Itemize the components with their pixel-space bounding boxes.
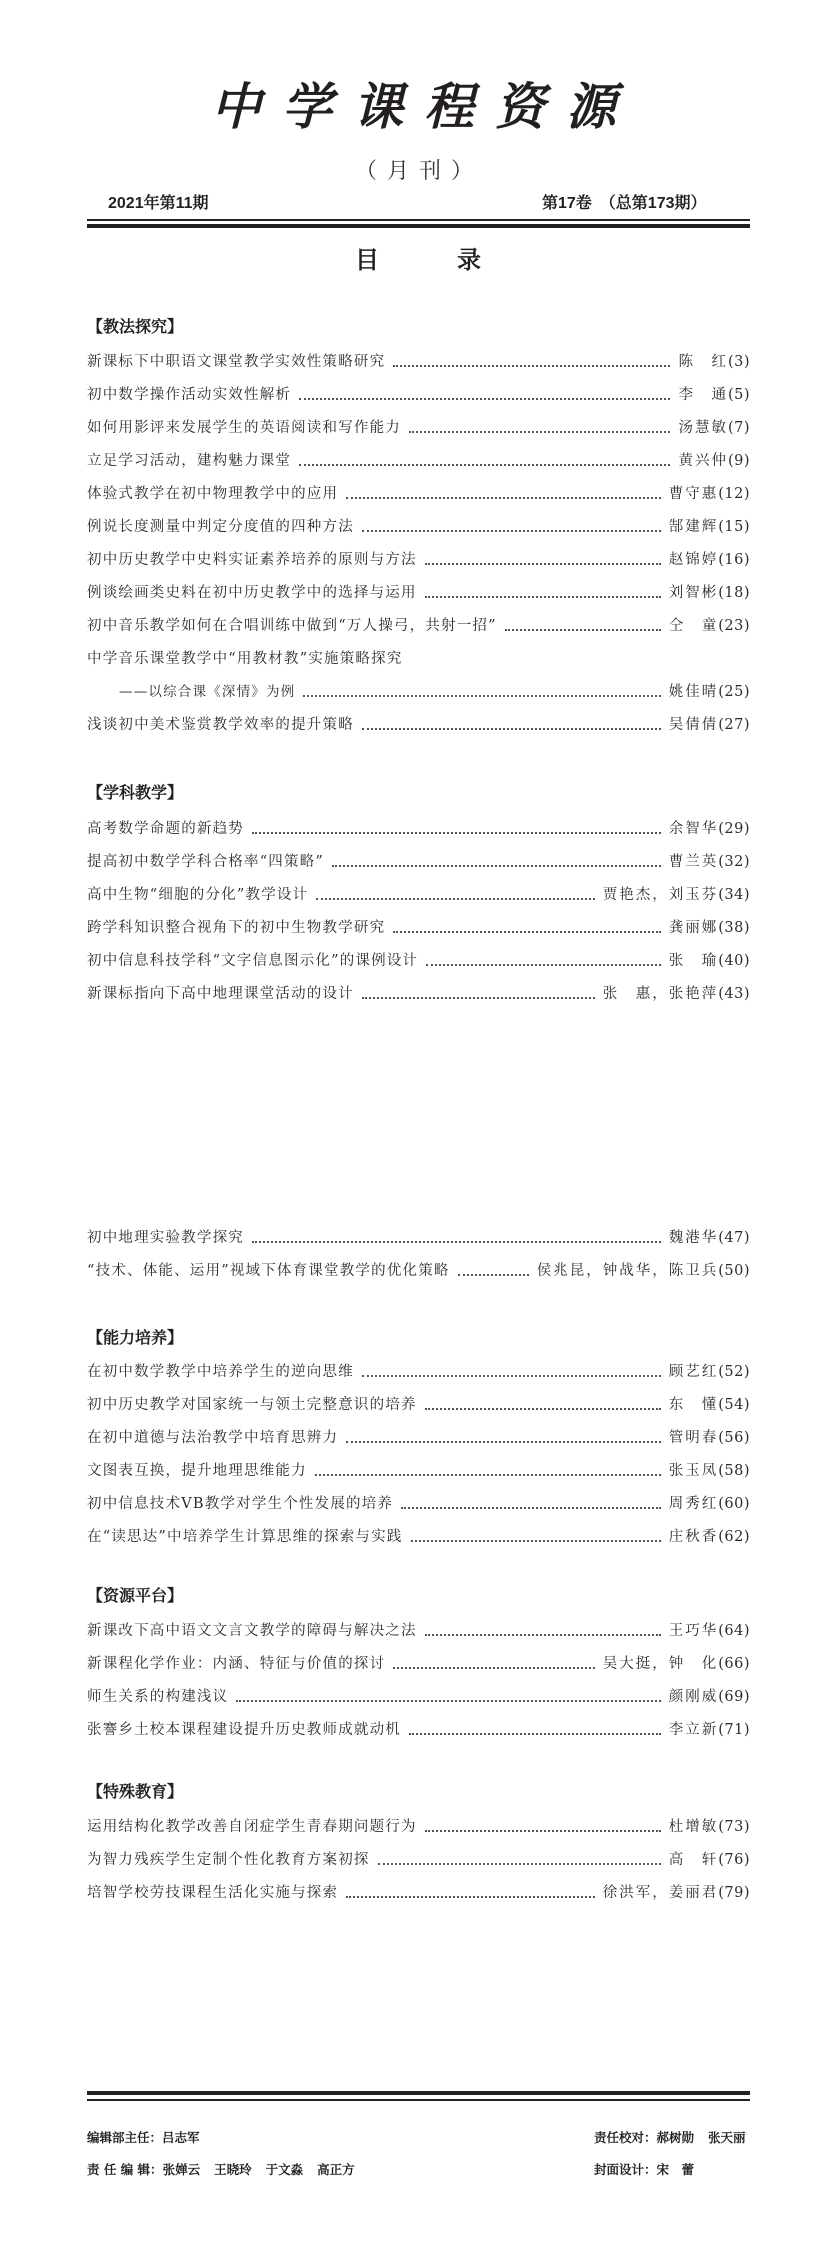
toc-entry[interactable] bbox=[87, 817, 750, 841]
entry-page: (52) bbox=[718, 1364, 750, 1380]
entry-author: 赵锦婷 bbox=[668, 552, 719, 568]
entry-title: 初中历史教学中史料实证素养培养的原则与方法 bbox=[87, 552, 417, 568]
toc-entry[interactable] bbox=[87, 350, 750, 374]
toc-entry[interactable] bbox=[87, 1685, 750, 1709]
entry-page: (16) bbox=[718, 552, 750, 568]
leader-dots bbox=[425, 1408, 661, 1410]
entry-page: (62) bbox=[718, 1529, 750, 1545]
proofreaders-label: 责任校对： bbox=[594, 2130, 657, 2145]
toc-entry[interactable] bbox=[87, 614, 750, 638]
entry-page: (23) bbox=[718, 618, 750, 634]
section-heading: 【特殊教育】 bbox=[87, 1782, 184, 1801]
entry-author: 曹守惠 bbox=[668, 486, 719, 502]
header-rule-thick bbox=[87, 224, 750, 228]
entry-page: (12) bbox=[718, 486, 750, 502]
entry-author: 刘智彬 bbox=[668, 585, 719, 601]
entry-page: (32) bbox=[718, 854, 750, 870]
entry-page: (18) bbox=[718, 585, 750, 601]
toc-entry[interactable] bbox=[87, 1619, 750, 1643]
leader-dots bbox=[346, 1896, 595, 1898]
toc-entry[interactable] bbox=[87, 982, 750, 1006]
leader-dots bbox=[362, 1375, 661, 1377]
entry-page: (60) bbox=[718, 1496, 750, 1512]
leader-dots bbox=[378, 1863, 661, 1865]
entry-page: (66) bbox=[718, 1656, 750, 1672]
toc-entry[interactable] bbox=[87, 949, 750, 973]
entry-title: 浅谈初中美术鉴赏教学效率的提升策略 bbox=[87, 717, 354, 733]
toc-entry[interactable] bbox=[87, 1426, 750, 1450]
editor-name: 张婵云 bbox=[162, 2162, 201, 2177]
toc-entry[interactable] bbox=[87, 1360, 750, 1384]
entry-author: 姚佳晴 bbox=[668, 684, 719, 700]
entry-title: 新课标下中职语文课堂教学实效性策略研究 bbox=[87, 354, 386, 370]
toc-entry[interactable] bbox=[87, 1226, 750, 1250]
entry-author: 顾艺红 bbox=[668, 1364, 719, 1380]
entry-title: 在初中道德与法治教学中培育思辨力 bbox=[87, 1430, 339, 1446]
entry-author: 李立新 bbox=[668, 1722, 719, 1738]
leader-dots bbox=[409, 1733, 661, 1735]
toc-entry[interactable] bbox=[87, 1652, 750, 1676]
entry-page: (56) bbox=[718, 1430, 750, 1446]
leader-dots bbox=[346, 1441, 661, 1443]
leader-dots bbox=[458, 1274, 529, 1276]
entry-title: 张謇乡土校本课程建设提升历史教师成就动机 bbox=[87, 1722, 401, 1738]
toc-entry[interactable] bbox=[87, 1815, 750, 1839]
journal-title: 中学课程资源 bbox=[211, 77, 637, 136]
entry-author: 张玉凤 bbox=[668, 1463, 719, 1479]
leader-dots bbox=[409, 431, 670, 433]
toc-entry[interactable] bbox=[87, 581, 750, 605]
entry-author: 李 通 bbox=[678, 387, 728, 403]
entry-page: (79) bbox=[718, 1885, 750, 1901]
toc-entry-subtitle[interactable] bbox=[87, 680, 750, 704]
entry-author: 仝 童 bbox=[668, 618, 719, 634]
toc-entry[interactable] bbox=[87, 449, 750, 473]
leader-dots bbox=[425, 563, 661, 565]
entry-author: 吴倩倩 bbox=[668, 717, 719, 733]
proofreaders bbox=[594, 2129, 746, 2147]
section-heading: 【教法探究】 bbox=[87, 317, 184, 336]
entry-author: 管明春 bbox=[668, 1430, 719, 1446]
entry-page: (76) bbox=[718, 1852, 750, 1868]
entry-author: 曹兰英 bbox=[668, 854, 719, 870]
entry-title: 高考数学命题的新趋势 bbox=[87, 821, 244, 837]
leader-dots bbox=[505, 629, 661, 631]
entry-page: (54) bbox=[718, 1397, 750, 1413]
leader-dots bbox=[236, 1700, 660, 1702]
toc-entry[interactable] bbox=[87, 713, 750, 737]
editorial-director: 编辑部主任：吕志军 bbox=[87, 2130, 200, 2145]
toc-entry[interactable] bbox=[87, 1848, 750, 1872]
section-heading: 【学科教学】 bbox=[87, 783, 184, 802]
leader-dots bbox=[393, 931, 660, 933]
leader-dots bbox=[299, 464, 670, 466]
entry-title: 培智学校劳技课程生活化实施与探索 bbox=[87, 1885, 339, 1901]
leader-dots bbox=[299, 398, 670, 400]
entry-author: 贾艳杰，刘玉芬 bbox=[602, 887, 719, 903]
entry-title: 例说长度测量中判定分度值的四种方法 bbox=[87, 519, 354, 535]
toc-entry[interactable] bbox=[87, 883, 750, 907]
leader-dots bbox=[346, 497, 661, 499]
leader-dots bbox=[393, 365, 670, 367]
leader-dots bbox=[252, 1241, 661, 1243]
toc-entry[interactable] bbox=[87, 548, 750, 572]
toc-entry[interactable] bbox=[87, 416, 750, 440]
leader-dots bbox=[401, 1507, 661, 1509]
entry-page: (50) bbox=[718, 1263, 750, 1279]
leader-dots bbox=[252, 832, 661, 834]
entry-title: 体验式教学在初中物理教学中的应用 bbox=[87, 486, 339, 502]
entry-title: 初中地理实验教学探究 bbox=[87, 1230, 244, 1246]
entry-author: 郜建辉 bbox=[668, 519, 719, 535]
toc-entry[interactable] bbox=[87, 515, 750, 539]
toc-entry[interactable] bbox=[87, 1881, 750, 1905]
proofreader-name: 郝树勋 bbox=[656, 2130, 695, 2145]
toc-entry[interactable] bbox=[87, 482, 750, 506]
entry-title: 新课标指向下高中地理课堂活动的设计 bbox=[87, 986, 354, 1002]
entry-title: 文图表互换，提升地理思维能力 bbox=[87, 1463, 307, 1479]
entry-page: (27) bbox=[718, 717, 750, 733]
leader-dots bbox=[303, 695, 660, 697]
volume-number: 第17卷 （总第173期） bbox=[542, 195, 707, 212]
entry-title: 师生关系的构建浅议 bbox=[87, 1689, 229, 1705]
entry-title: 立足学习活动，建构魅力课堂 bbox=[87, 453, 292, 469]
entry-page: (25) bbox=[718, 684, 750, 700]
entry-author: 庄秋香 bbox=[668, 1529, 719, 1545]
entry-page: (3) bbox=[727, 354, 750, 370]
entry-author: 汤慧敏 bbox=[678, 420, 728, 436]
entry-page: (71) bbox=[718, 1722, 750, 1738]
toc-entry[interactable] bbox=[87, 916, 750, 940]
entry-title: 中学音乐课堂教学中“用教材教”实施策略探究 bbox=[87, 651, 403, 667]
entry-author: 张 瑜 bbox=[668, 953, 719, 969]
entry-author: 周秀红 bbox=[668, 1496, 719, 1512]
section-heading: 【能力培养】 bbox=[87, 1328, 184, 1347]
entry-title: 例谈绘画类史料在初中历史教学中的选择与运用 bbox=[87, 585, 417, 601]
entry-page: (69) bbox=[718, 1689, 750, 1705]
leader-dots bbox=[315, 1474, 661, 1476]
entry-author: 王巧华 bbox=[668, 1623, 719, 1639]
entry-page: (73) bbox=[718, 1819, 750, 1835]
entry-page: (34) bbox=[718, 887, 750, 903]
toc-entry[interactable] bbox=[87, 647, 750, 671]
entry-title: 初中历史教学对国家统一与领土完整意识的培养 bbox=[87, 1397, 417, 1413]
footer-rule-thick bbox=[87, 2091, 750, 2095]
entry-author: 颜刚威 bbox=[668, 1689, 719, 1705]
editor-name: 王晓玲 bbox=[214, 2162, 252, 2177]
entry-page: (40) bbox=[718, 953, 750, 969]
leader-dots bbox=[362, 728, 661, 730]
leader-dots bbox=[425, 1830, 661, 1832]
toc-entry[interactable] bbox=[87, 850, 750, 874]
entry-page: (7) bbox=[727, 420, 750, 436]
entry-title: 跨学科知识整合视角下的初中生物教学研究 bbox=[87, 920, 386, 936]
toc-entry[interactable] bbox=[87, 1492, 750, 1516]
entry-page: (15) bbox=[718, 519, 750, 535]
entry-page: (29) bbox=[718, 821, 750, 837]
entry-title: 运用结构化教学改善自闭症学生青春期问题行为 bbox=[87, 1819, 417, 1835]
entry-title: 初中数学操作活动实效性解析 bbox=[87, 387, 292, 403]
header-rule-thin bbox=[87, 219, 750, 221]
entry-title: 高中生物“细胞的分化”教学设计 bbox=[87, 887, 309, 903]
entry-page: (47) bbox=[718, 1230, 750, 1246]
leader-dots bbox=[426, 964, 661, 966]
entry-author: 杜增敏 bbox=[668, 1819, 719, 1835]
entry-title: 在初中数学教学中培养学生的逆向思维 bbox=[87, 1364, 354, 1380]
entry-author: 吴大挺，钟 化 bbox=[602, 1656, 719, 1672]
entry-title: 初中信息技术VB教学对学生个性发展的培养 bbox=[87, 1496, 394, 1512]
entry-page: (64) bbox=[718, 1623, 750, 1639]
section-heading: 【资源平台】 bbox=[87, 1586, 184, 1605]
entry-title: 初中音乐教学如何在合唱训练中做到“万人操弓，共射一招” bbox=[87, 618, 497, 634]
editor-name: 于文淼 bbox=[265, 2162, 304, 2177]
proofreader-name: 张天丽 bbox=[708, 2130, 746, 2145]
toc-entry[interactable] bbox=[87, 383, 750, 407]
journal-frequency: （月刊） bbox=[354, 159, 483, 184]
leader-dots bbox=[362, 997, 595, 999]
entry-page: (43) bbox=[718, 986, 750, 1002]
toc-heading-char-2: 录 bbox=[457, 246, 481, 274]
entry-title: 为智力残疾学生定制个性化教育方案初探 bbox=[87, 1852, 370, 1868]
leader-dots bbox=[362, 530, 661, 532]
toc-entry[interactable] bbox=[87, 1525, 750, 1549]
toc-entry[interactable] bbox=[87, 1259, 750, 1283]
leader-dots bbox=[425, 1634, 661, 1636]
toc-entry[interactable] bbox=[87, 1459, 750, 1483]
issue-number: 2021年第11期 bbox=[108, 195, 209, 212]
toc-entry[interactable] bbox=[87, 1393, 750, 1417]
leader-dots bbox=[411, 1540, 661, 1542]
footer-rule-thin bbox=[87, 2099, 750, 2101]
entry-title: 新课改下高中语文文言文教学的障碍与解决之法 bbox=[87, 1623, 417, 1639]
entry-title: “技术、体能、运用”视域下体育课堂教学的优化策略 bbox=[87, 1263, 450, 1279]
entry-author: 龚丽娜 bbox=[668, 920, 719, 936]
leader-dots bbox=[316, 898, 594, 900]
entry-author: 陈 红 bbox=[678, 354, 728, 370]
entry-page: (9) bbox=[727, 453, 750, 469]
editor-name: 高正方 bbox=[317, 2162, 355, 2177]
entry-page: (38) bbox=[718, 920, 750, 936]
responsible-editors bbox=[87, 2161, 355, 2179]
entry-page: (5) bbox=[727, 387, 750, 403]
cover-designer: 封面设计：宋 蕾 bbox=[594, 2162, 695, 2177]
entry-author: 余智华 bbox=[668, 821, 719, 837]
responsible-editors-label: 责 任 编 辑： bbox=[87, 2162, 163, 2177]
entry-author: 东 懂 bbox=[668, 1397, 719, 1413]
entry-author: 张 惠，张艳萍 bbox=[602, 986, 719, 1002]
entry-author: 徐洪军，姜丽君 bbox=[602, 1885, 719, 1901]
entry-author: 魏港华 bbox=[668, 1230, 719, 1246]
leader-dots bbox=[332, 865, 661, 867]
leader-dots bbox=[425, 596, 661, 598]
entry-author: 黄兴仲 bbox=[678, 453, 728, 469]
entry-title: 在“读思达”中培养学生计算思维的探索与实践 bbox=[87, 1529, 403, 1545]
entry-page: (58) bbox=[718, 1463, 750, 1479]
entry-title: 新课程化学作业：内涵、特征与价值的探讨 bbox=[87, 1656, 386, 1672]
toc-heading bbox=[355, 245, 481, 275]
entry-title: 提高初中数学学科合格率“四策略” bbox=[87, 854, 325, 870]
leader-dots bbox=[393, 1667, 594, 1669]
toc-entry[interactable] bbox=[87, 1718, 750, 1742]
entry-title: 如何用影评来发展学生的英语阅读和写作能力 bbox=[87, 420, 401, 436]
entry-author: 侯兆昆，钟战华，陈卫兵 bbox=[536, 1263, 719, 1279]
toc-heading-char-1: 目 bbox=[355, 246, 379, 274]
entry-title: 初中信息科技学科“文字信息图示化”的课例设计 bbox=[87, 953, 419, 969]
entry-subtitle: ——以综合课《深情》为例 bbox=[119, 684, 296, 700]
entry-author: 高 轩 bbox=[668, 1852, 719, 1868]
